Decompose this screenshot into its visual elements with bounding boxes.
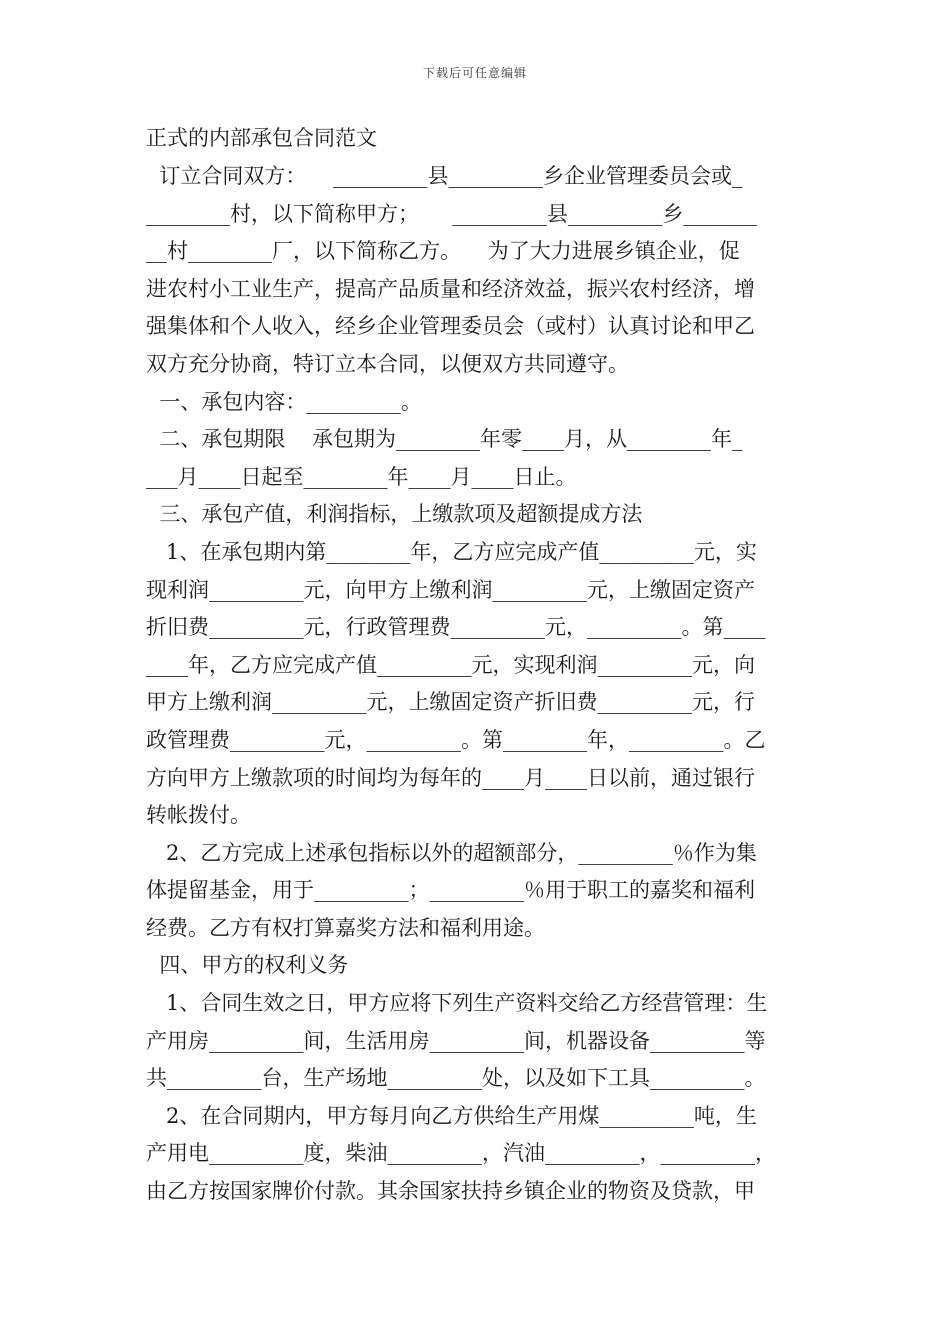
document-body: [146, 122, 810, 1211]
text-line: 2、乙方完成上述承包指标以外的超额部分，_________％作为集: [146, 840, 757, 865]
text-line: 1、合同生效之日，甲方应将下列生产资料交给乙方经营管理：生: [146, 991, 768, 1016]
text-line: 体提留基金，用于_________；_________％用于职工的嘉奖和福利: [146, 878, 755, 903]
contract-text: [146, 158, 810, 1211]
text-line: 产用房_________间，生活用房_________间，机器设备_________等: [146, 1028, 766, 1053]
text-line: 1、在承包期内第________年，乙方应完成产值_________元，实: [146, 539, 757, 564]
text-line: 转帐拨付。: [146, 803, 251, 828]
text-line: 三、承包产值，利润指标，上缴款项及超额提成方法: [146, 502, 643, 527]
text-line: 经费。乙方有权打算嘉奖方法和福利用途。: [146, 915, 545, 940]
text-line: 现利润_________元，向甲方上缴利润_________元，上缴固定资产: [146, 577, 755, 602]
document-title: 正式的内部承包合同范文: [146, 126, 377, 150]
text-line: 共_________台，生产场地_________处，以及如下工具_________。: [146, 1066, 766, 1091]
text-line: __村________厂，以下简称乙方。 为了大力进展乡镇企业，促: [146, 239, 740, 264]
text-line: 订立合同双方： _________县_________乡企业管理委员会或_: [146, 164, 743, 188]
text-line: 由乙方按国家牌价付款。其余国家扶持乡镇企业的物资及贷款，甲: [146, 1179, 755, 1204]
text-line: 政管理费_________元，_________。第________年，_________。乙: [146, 727, 766, 752]
text-line: 四、甲方的权利义务: [146, 953, 349, 978]
page-header: 下载后可任意编辑: [422, 66, 527, 80]
text-line: 强集体和个人收入，经乡企业管理委员会（或村）认真讨论和甲乙: [146, 314, 755, 339]
text-line: 2、在合同期内，甲方每月向乙方供给生产用煤_________吨，生: [146, 1103, 757, 1128]
text-line: 方向甲方上缴款项的时间均为每年的____月____日以前，通过银行: [146, 765, 755, 790]
text-line: ____年，乙方应完成产值_________元，实现利润_________元，向: [146, 652, 755, 677]
text-line: 二、承包期限 承包期为________年零____月，从________年_: [146, 427, 743, 452]
text-line: 进农村小工业生产，提高产品质量和经济效益，振兴农村经济，增: [146, 276, 755, 301]
text-line: ___月____日起至________年____月____日止。: [146, 464, 577, 489]
text-line: 一、承包内容：_________。: [146, 389, 422, 414]
text-line: 双方充分协商，特订立本合同，以便双方共同遵守。: [146, 351, 629, 376]
text-line: 产用电_________度，柴油_________，汽油_________，_________，: [146, 1141, 776, 1166]
text-line: ________村，以下简称甲方； _________县_________乡_______: [146, 201, 757, 226]
text-line: 甲方上缴利润_________元，上缴固定资产折旧费_________元，行: [146, 690, 755, 715]
text-line: 折旧费_________元，行政管理费_________元，_________。第____: [146, 615, 766, 640]
